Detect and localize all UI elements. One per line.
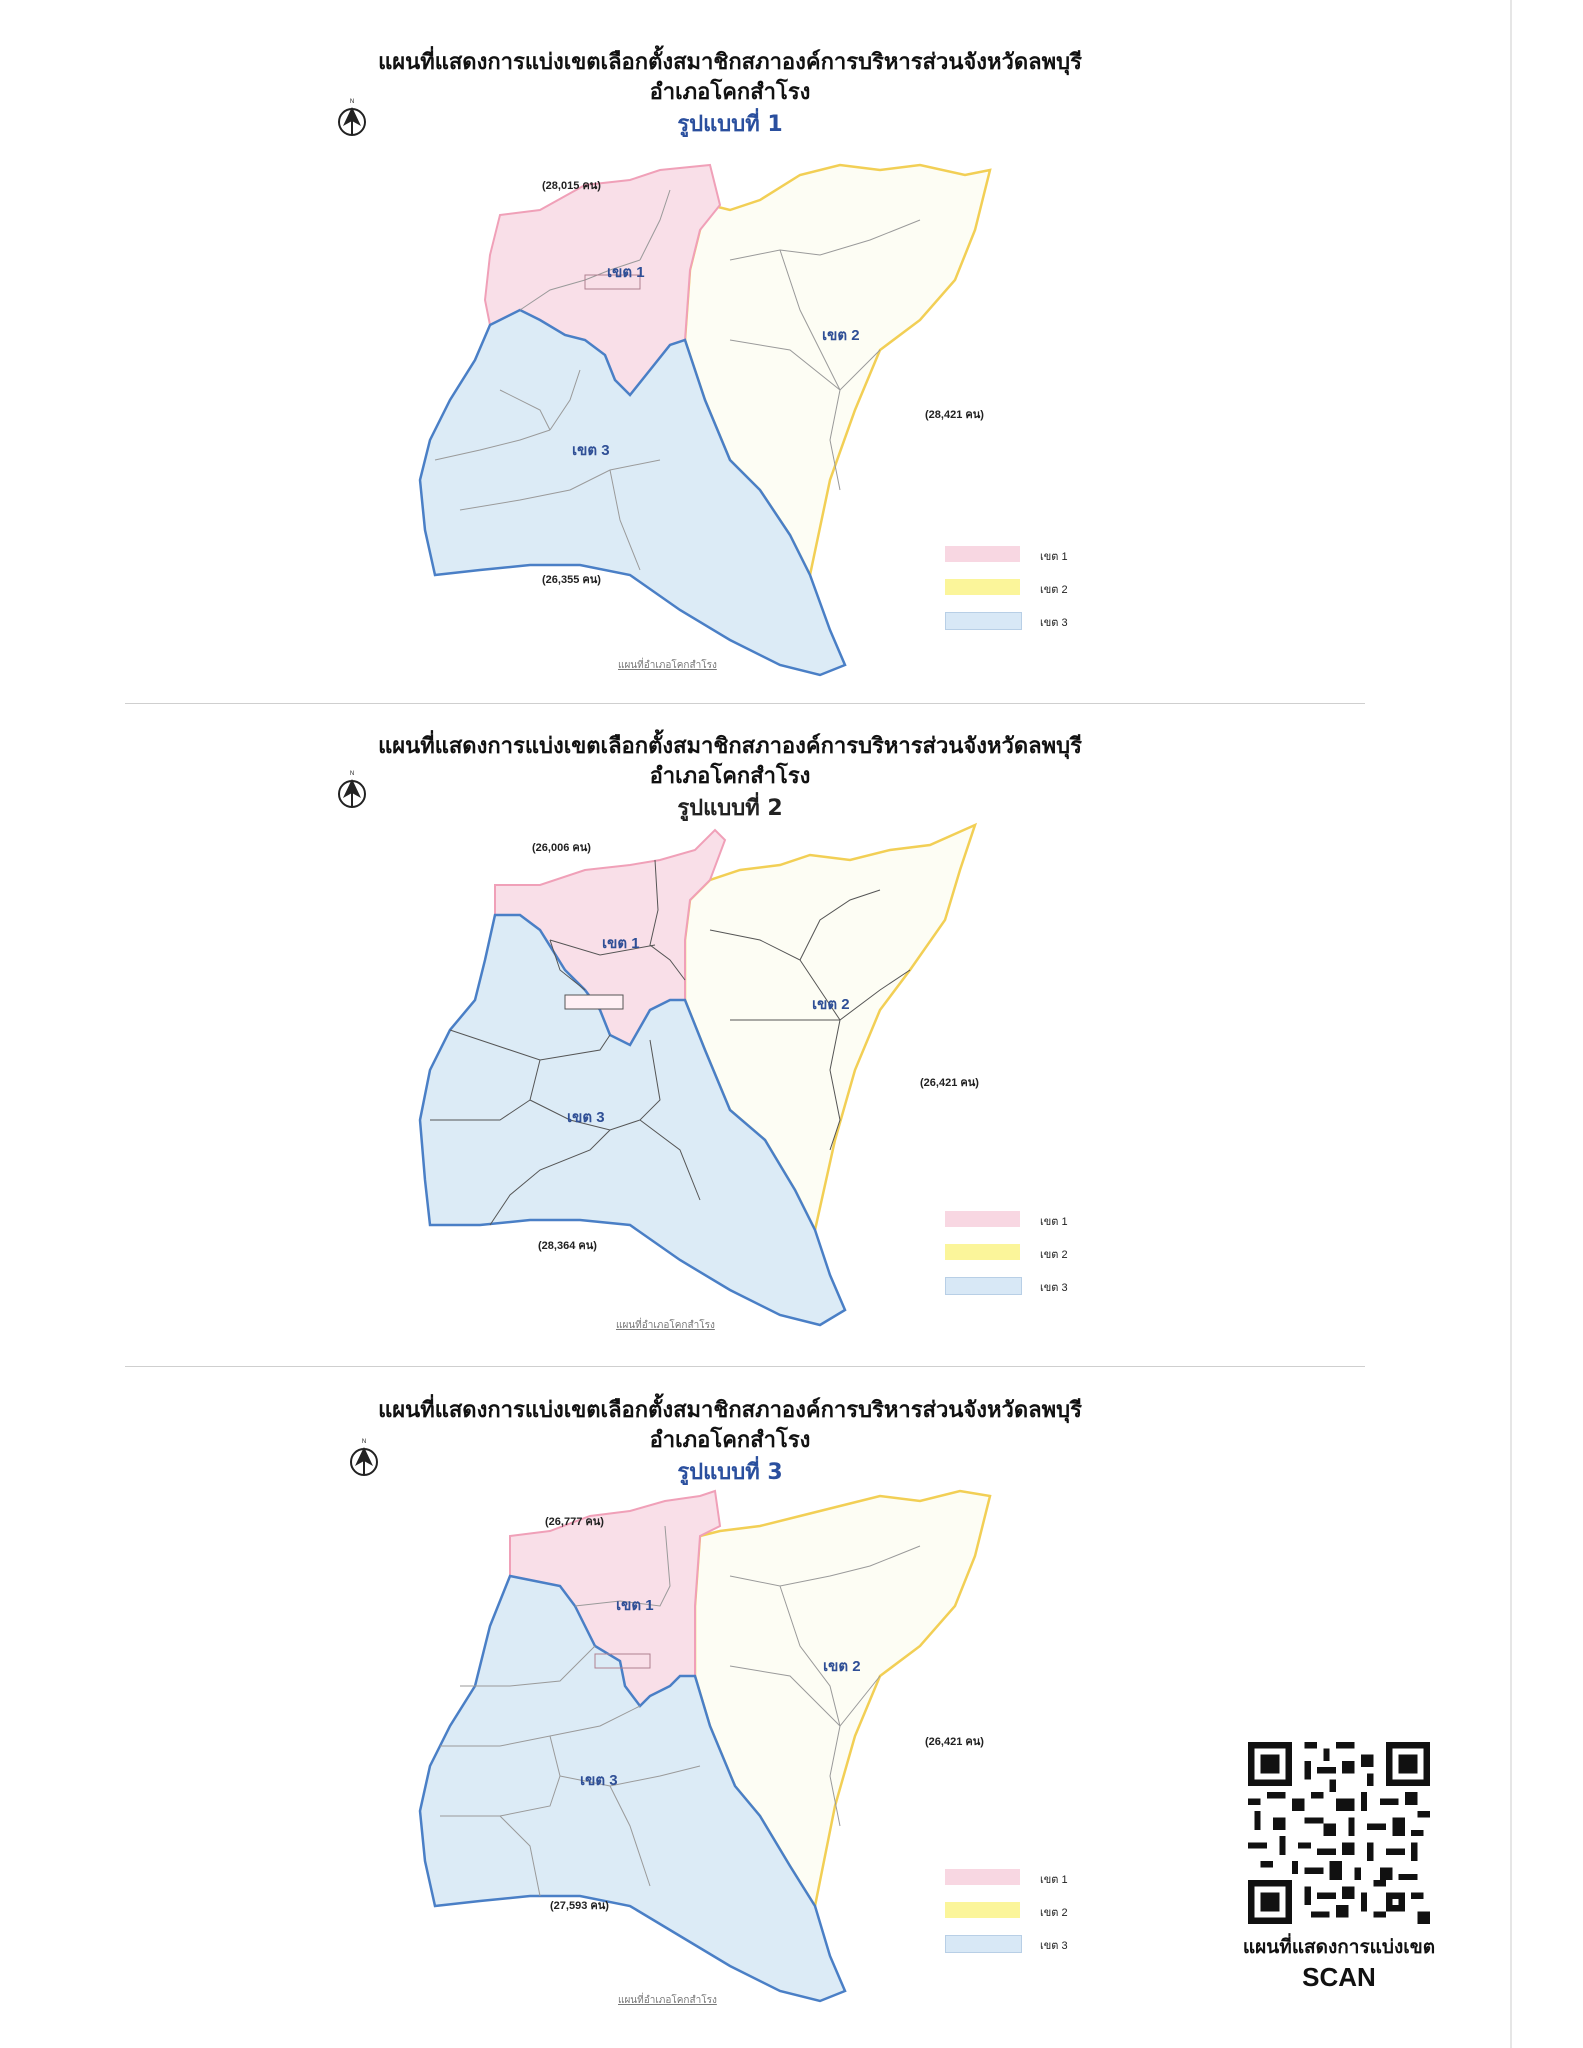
legend-label: เขต 1 bbox=[1040, 1874, 1068, 1886]
legend-label: เขต 3 bbox=[1040, 1282, 1068, 1294]
map-caption: แผนที่อำเภอโคกสำโรง bbox=[618, 660, 717, 671]
page-edge-line bbox=[1510, 0, 1512, 2048]
map-variant: รูปแบบที่ 1 bbox=[677, 112, 783, 137]
map-subtitle: อำเภอโคกสำโรง bbox=[649, 80, 811, 105]
map-caption: แผนที่อำเภอโคกสำโรง bbox=[618, 1995, 717, 2006]
zone-2-count: (28,421 คน) bbox=[925, 409, 984, 421]
zone-1-label: เขต 1 bbox=[616, 1597, 654, 1614]
zone-1-count: (26,006 คน) bbox=[532, 842, 591, 854]
map-subtitle: อำเภอโคกสำโรง bbox=[649, 764, 811, 789]
zone-3-label: เขต 3 bbox=[580, 1772, 618, 1789]
legend bbox=[945, 543, 1085, 642]
north-arrow-icon bbox=[335, 768, 369, 812]
legend-item-3 bbox=[945, 609, 1085, 642]
section-divider bbox=[125, 703, 1365, 704]
legend-item-2 bbox=[945, 576, 1085, 609]
legend-item-3 bbox=[945, 1274, 1085, 1307]
zone-3-count: (28,364 คน) bbox=[538, 1240, 597, 1252]
legend-item-3 bbox=[945, 1932, 1085, 1965]
legend-label: เขต 3 bbox=[1040, 617, 1068, 629]
zone-2-label: เขต 2 bbox=[823, 1658, 861, 1675]
legend-item-1 bbox=[945, 1866, 1085, 1899]
legend-label: เขต 3 bbox=[1040, 1940, 1068, 1952]
legend-swatch bbox=[945, 1869, 1020, 1885]
legend-label: เขต 2 bbox=[1040, 1249, 1068, 1261]
legend-swatch bbox=[945, 1277, 1022, 1295]
map-variant: รูปแบบที่ 3 bbox=[677, 1460, 783, 1485]
section-divider bbox=[125, 1366, 1365, 1367]
legend bbox=[945, 1866, 1085, 1965]
legend bbox=[945, 1208, 1085, 1307]
zone-3-label: เขต 3 bbox=[572, 442, 610, 459]
map-title: แผนที่แสดงการแบ่งเขตเลือกตั้งสมาชิกสภาองค์การบริหารส่วนจังหวัดลพบุรี bbox=[378, 50, 1082, 75]
legend-label: เขต 1 bbox=[1040, 1216, 1068, 1228]
north-arrow-icon bbox=[347, 1436, 381, 1480]
zone-1-label: เขต 1 bbox=[607, 264, 645, 281]
north-arrow-icon bbox=[335, 96, 369, 140]
qr-code-icon[interactable] bbox=[1248, 1742, 1430, 1924]
legend-swatch bbox=[945, 546, 1020, 562]
svg-text:N: N bbox=[361, 1439, 367, 1445]
legend-swatch bbox=[945, 1902, 1020, 1918]
legend-item-1 bbox=[945, 1208, 1085, 1241]
legend-swatch bbox=[945, 579, 1020, 595]
zone-2-count: (26,421 คน) bbox=[925, 1736, 984, 1748]
legend-label: เขต 1 bbox=[1040, 551, 1068, 563]
zone-3-count: (27,593 คน) bbox=[550, 1900, 609, 1912]
svg-text:N: N bbox=[349, 771, 355, 777]
legend-swatch bbox=[945, 612, 1022, 630]
legend-swatch bbox=[945, 1211, 1020, 1227]
zone-1-count: (26,777 คน) bbox=[545, 1516, 604, 1528]
legend-item-2 bbox=[945, 1899, 1085, 1932]
map-title: แผนที่แสดงการแบ่งเขตเลือกตั้งสมาชิกสภาองค์การบริหารส่วนจังหวัดลพบุรี bbox=[378, 1398, 1082, 1423]
zone-2-count: (26,421 คน) bbox=[920, 1077, 979, 1089]
zone-1-count: (28,015 คน) bbox=[542, 180, 601, 192]
map-caption: แผนที่อำเภอโคกสำโรง bbox=[616, 1320, 715, 1331]
zone-1-label: เขต 1 bbox=[602, 935, 640, 952]
qr-scan-label: SCAN bbox=[1302, 1962, 1376, 1992]
map-subtitle: อำเภอโคกสำโรง bbox=[649, 1428, 811, 1453]
zone-2-label: เขต 2 bbox=[812, 996, 850, 1013]
legend-item-2 bbox=[945, 1241, 1085, 1274]
map-variant: รูปแบบที่ 2 bbox=[677, 796, 783, 821]
zone-2-label: เขต 2 bbox=[822, 327, 860, 344]
qr-caption: แผนที่แสดงการแบ่งเขต bbox=[1242, 1936, 1436, 1958]
legend-item-1 bbox=[945, 543, 1085, 576]
legend-label: เขต 2 bbox=[1040, 584, 1068, 596]
zone-3-label: เขต 3 bbox=[567, 1109, 605, 1126]
legend-swatch bbox=[945, 1935, 1022, 1953]
map-title: แผนที่แสดงการแบ่งเขตเลือกตั้งสมาชิกสภาองค์การบริหารส่วนจังหวัดลพบุรี bbox=[378, 734, 1082, 759]
legend-swatch bbox=[945, 1244, 1020, 1260]
svg-text:N: N bbox=[349, 99, 355, 105]
legend-label: เขต 2 bbox=[1040, 1907, 1068, 1919]
zone-3-count: (26,355 คน) bbox=[542, 574, 601, 586]
